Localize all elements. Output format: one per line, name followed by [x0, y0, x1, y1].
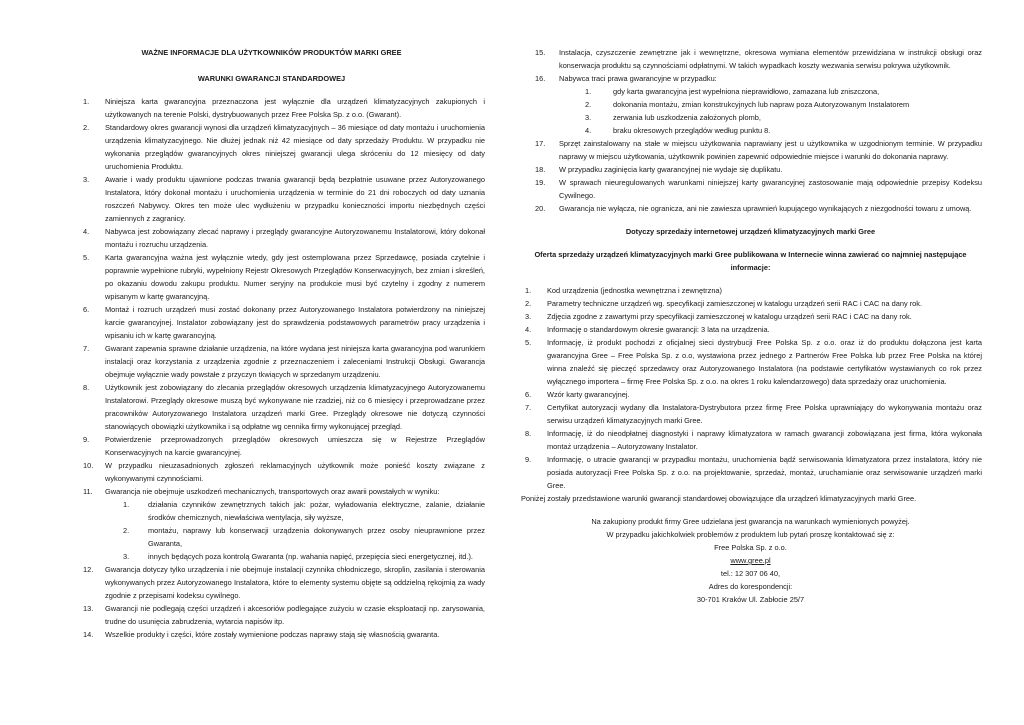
footer-contact-line: W przypadku jakichkolwiek problemów z produktem lub pytań proszę kontaktować się z:	[606, 530, 895, 539]
list-item-number: 20.	[535, 204, 546, 213]
list-item-text: działania czynników zewnętrznych takich jak: pożar, wyładowania elektryczne, zalanie, działanie środków chemicznych, niewłaściwa wentylacja, siły wyższe,	[148, 500, 485, 522]
list-item	[519, 163, 982, 176]
list-item-number: 18.	[535, 165, 546, 174]
list-item-text: gdy karta gwarancyjna jest wypełniona nieprawidłowo, zamazana lub zniszczona,	[613, 87, 880, 96]
list-item	[58, 173, 485, 225]
list-item-number: 1.	[83, 97, 90, 106]
contact-footer	[519, 515, 982, 606]
address-line: 30-701 Kraków Ul. Zabłocie 25/7	[696, 595, 805, 604]
list-item-text: Wszelkie produkty i części, które zostały wymienione podczas naprawy stają się własnością gwaranta.	[105, 630, 440, 639]
list-item	[58, 550, 485, 563]
right-column	[519, 46, 982, 606]
list-item	[519, 137, 982, 163]
list-item	[58, 433, 485, 459]
list-item-number: 5.	[83, 253, 90, 262]
internet-offer-subheading: Oferta sprzedaży urządzeń klimatyzacyjnych marki Gree publikowana w Internecie winna zawierać co najmniej następujące informacje:	[534, 250, 967, 272]
list-item-text: Informację, iż produkt pochodzi z oficjalnej sieci dystrybucji Free Polska Sp. z o.o. oraz iż do produktu dołączona jest karta gwarancyjna Gree – Free Polska Sp. z o.o, wystawiona przez jednego z Partnerów Free Polska lub przez Free Polska na której winna znaleźć się pieczęć sprzedawcy oraz Autoryzowanego Instalatora (na podstawie certyfikatów wystawianych co rok przez wyłącznego importera – firmę Free Polska Sp. z o.o. na okres 1 roku kalendarzowego) data sprzedaży oraz uruchomienia.	[547, 338, 982, 386]
list-item-number: 11.	[83, 487, 93, 496]
list-item	[58, 121, 485, 173]
list-item-text: Informację, o utracie gwarancji w przypadku montażu, uruchomienia bądź serwisowania klimatyzatora przez instalatora, który nie posiada autoryzacji Free Polska Sp. z o.o. na projektowanie, sprzedaż, montaż, uruchamianie oraz serwisowanie urządzeń marki Gree.	[547, 455, 982, 490]
list-item-number: 3.	[585, 113, 592, 122]
list-item-text: Parametry techniczne urządzeń wg. specyfikacji zamieszczonej w katalogu urządzeń serii RAC i CAC na dany rok.	[547, 299, 923, 308]
list-item-number: 1.	[123, 500, 130, 509]
list-item-text: Informację, iż do nieodpłatnej diagnostyki i naprawy klimatyzatora w ramach gwarancji zobowiązana jest firma, która wykonała montaż urządzenia – Autoryzowany Instalator.	[547, 429, 982, 451]
list-item-number: 2.	[585, 100, 592, 109]
list-item	[519, 388, 982, 401]
list-item	[519, 310, 982, 323]
internet-offer-requirements-list	[519, 284, 982, 492]
list-item-text: Sprzęt zainstalowany na stałe w miejscu użytkowania naprawiany jest u użytkownika w uzgodnionym terminie. W przypadku naprawy w miejscu użytkowania, użytkownik powinien zapewnić odpowiednie miejsce i warunki do dokonania naprawy.	[559, 139, 982, 161]
list-item-text: montażu, naprawy lub konserwacji urządzenia dokonywanych przez osoby nieuprawnione przez Gwaranta,	[148, 526, 485, 548]
list-item-text: Gwarancja dotyczy tylko urządzenia i nie obejmuje instalacji czynnika chłodniczego, skroplin, zasilania i sterowania wykonywanych przez Autoryzowanego Instalatora, które to elementy systemu objęte są oddzielną rękojmią za wady zgodnie z przepisami kodeksu cywilnego.	[105, 565, 485, 600]
list-item-number: 6.	[525, 390, 532, 399]
list-item-number: 2.	[83, 123, 90, 132]
list-item	[519, 72, 982, 85]
list-item-number: 5.	[525, 338, 532, 347]
list-item-number: 13.	[83, 604, 94, 613]
list-item	[58, 602, 485, 628]
list-item-number: 17.	[535, 139, 546, 148]
list-item-number: 9.	[525, 455, 532, 464]
list-item	[519, 202, 982, 215]
list-item	[519, 176, 982, 202]
list-item	[58, 563, 485, 602]
list-item-number: 4.	[83, 227, 90, 236]
list-item-text: Informację o standardowym okresie gwarancji: 3 lata na urządzenia.	[547, 325, 770, 334]
list-item	[58, 251, 485, 303]
list-item-text: Standardowy okres gwarancji wynosi dla urządzeń klimatyzacyjnych – 36 miesiące od daty montażu i uruchomienia urządzenia klimatyzacyjnego. Nie dłużej jednak niż 42 miesiące od daty sprzedaży Produktu. W przypadku nie wykonania przeglądów gwarancyjnych okres niniejszej gwarancji ulega skróceniu do 12 miesięcy od daty uruchomienia Produktu.	[105, 123, 485, 171]
list-item	[58, 303, 485, 342]
list-item-text: Gwarant zapewnia sprawne działanie urządzenia, na które wydana jest niniejsza karta gwarancyjna pod warunkiem instalacji oraz korzystania z urządzenia zgodnie z przeznaczeniem i zaleceniami Instrukcji Obsługi. Gwarancja obejmuje wyłącznie wady powstałe z przyczyn tkwiących w sprzedanym urządzeniu.	[105, 344, 485, 379]
sub-list	[519, 85, 982, 137]
list-item	[519, 427, 982, 453]
warranty-terms-list-items-1-14	[58, 95, 485, 641]
list-item-number: 2.	[525, 299, 532, 308]
list-item-number: 4.	[525, 325, 532, 334]
list-item	[519, 124, 982, 137]
list-item	[58, 459, 485, 485]
list-item-text: Wzór karty gwarancyjnej.	[547, 390, 630, 399]
list-item-number: 3.	[525, 312, 532, 321]
list-item-number: 8.	[83, 383, 90, 392]
list-item-number: 9.	[83, 435, 90, 444]
list-item-text: Gwarancji nie podlegają części urządzeń i akcesoriów podlegające zużyciu w czasie eksploatacji np. zarysowania, trudne do usunięcia zabrudzenia, wytarcia napisów itp.	[105, 604, 485, 626]
list-item-number: 19.	[535, 178, 546, 187]
list-item-text: Montaż i rozruch urządzeń musi zostać dokonany przez Autoryzowanego Instalatora potwierdzony na niniejszej karcie gwarancyjnej. Instalator zobowiązany jest do sprawdzenia podstawowych parametrów pracy urządzenia i wpisaniu ich w kartę gwarancyjną.	[105, 305, 485, 340]
list-item-number: 10.	[83, 461, 94, 470]
list-item	[519, 297, 982, 310]
list-item	[58, 225, 485, 251]
list-item-text: dokonania montażu, zmian konstrukcyjnych lub napraw poza Autoryzowanym Instalatorem	[613, 100, 910, 109]
website-line	[519, 554, 982, 567]
document-subtitle: WARUNKI GWARANCJI STANDARDOWEJ	[197, 74, 346, 83]
list-item-text: W sprawach nieuregulowanych warunkami niniejszej karty gwarancyjnej zastosowanie mają odpowiednie przepisy Kodeksu Cywilnego.	[559, 178, 982, 200]
list-item	[58, 95, 485, 121]
list-item-text: Zdjęcia zgodne z zawartymi przy specyfikacji zamieszczonej w katalogu urządzeń serii RAC i CAC na dany rok.	[547, 312, 912, 321]
list-item	[58, 381, 485, 433]
list-item-number: 2.	[123, 526, 130, 535]
list-item	[519, 284, 982, 297]
list-item	[519, 336, 982, 388]
list-item	[58, 342, 485, 381]
list-item-number: 12.	[83, 565, 94, 574]
list-item-number: 4.	[585, 126, 592, 135]
company-name: Free Polska Sp. z o.o.	[714, 543, 787, 552]
website-link[interactable]: www.gree.pl	[730, 556, 771, 565]
list-item	[519, 46, 982, 72]
internet-sales-heading: Dotyczy sprzedaży internetowej urządzeń klimatyzacyjnych marki Gree	[625, 227, 876, 236]
list-item	[519, 85, 982, 98]
list-item	[58, 628, 485, 641]
list-item-number: 7.	[525, 403, 532, 412]
list-item-number: 16.	[535, 74, 546, 83]
sub-list	[58, 498, 485, 563]
list-item-number: 1.	[585, 87, 592, 96]
list-item-text: W przypadku zaginięcia karty gwarancyjnej nie wydaje się duplikatu.	[559, 165, 783, 174]
list-item	[519, 323, 982, 336]
address-label: Adres do korespondencji:	[708, 582, 793, 591]
list-item-text: W przypadku nieuzasadnionych zgłoszeń reklamacyjnych użytkownik może ponieść koszty związane z wykonywanymi czynnościami.	[105, 461, 485, 483]
list-item-text: zerwania lub uszkodzenia założonych plomb,	[613, 113, 761, 122]
list-item-text: innych będących poza kontrolą Gwaranta (np. wahania napięć, przepięcia sieci energetycznej, itd.).	[148, 552, 473, 561]
list-item-number: 14.	[83, 630, 94, 639]
list-item-text: Karta gwarancyjna ważna jest wyłącznie wtedy, gdy jest ostemplowana przez Sprzedawcę, posiada czytelnie i poprawnie wypełnione rubryki, wypełniony Rejestr Okresowych Przeglądów Konserwacyjnych, bez zmian i skreśleń, po okazaniu dowodu zakupu produktu. Numer seryjny na produkcie musi być czytelny i zgodny z numerem wpisanym w kartę gwarancyjną.	[105, 253, 485, 301]
list-item-number: 15.	[535, 48, 546, 57]
list-item	[519, 453, 982, 492]
list-item-number: 6.	[83, 305, 90, 314]
warranty-terms-list-items-15-20	[519, 46, 982, 215]
list-item-text: Awarie i wady produktu ujawnione podczas trwania gwarancji będą bezpłatnie usuwane przez Autoryzowanego Instalatora, który dokonał montażu i uruchomienia urządzenia w terminie do 21 dni roboczych od daty uznania roszczeń Nabywcy. Okres ten może ulec wydłużeniu w przypadku konieczności importu niezbędnych części zamiennych z zagranicy.	[105, 175, 485, 223]
list-item-number: 7.	[83, 344, 90, 353]
list-item-text: Niniejsza karta gwarancyjna przeznaczona jest wyłącznie dla urządzeń klimatyzacyjnych zakupionych i użytkowanych na terenie Polski, dystrybuowanych przez Free Polska Sp. z o.o. (Gwarant).	[105, 97, 485, 119]
list-item-text: Certyfikat autoryzacji wydany dla Instalatora-Dystrybutora przez firmę Free Polska uprawniający do wykonywania montażu oraz serwisu urządzeń klimatyzacyjnych marki Gree.	[547, 403, 982, 425]
list-item-text: Potwierdzenie przeprowadzonych przeglądów okresowych umieszcza się w Rejestrze Przeglądów Konserwacyjnych na karcie gwarancyjnej.	[105, 435, 485, 457]
left-column	[58, 46, 485, 641]
list-item	[58, 485, 485, 498]
footer-guarantee-line: Na zakupiony produkt firmy Gree udzielana jest gwarancja na warunkach wymienionych powyżej.	[591, 517, 910, 526]
list-item-number: 8.	[525, 429, 532, 438]
closing-note: Poniżej zostały przedstawione warunki gwarancji standardowej obowiązujące dla urządzeń klimatyzacyjnych marki Gree.	[521, 494, 917, 503]
list-item	[519, 111, 982, 124]
list-item	[58, 498, 485, 524]
list-item-text: Instalacja, czyszczenie zewnętrzne jak i wewnętrzne, okresowa wymiana elementów przewidziana w instrukcji obsługi oraz konserwacja produktu są czynnościami odpłatnymi. W takich wypadkach koszty wezwania serwisu pokrywa użytkownik.	[559, 48, 982, 70]
list-item-text: Nabywca jest zobowiązany zlecać naprawy i przeglądy gwarancyjne Autoryzowanemu Instalatorowi, który dokonał montażu i rozruchu urządzenia.	[105, 227, 485, 249]
list-item-text: Użytkownik jest zobowiązany do zlecania przeglądów okresowych urządzenia klimatyzacyjnego Autoryzowanemu Instalatorowi. Przeglądy okresowe muszą być wykonywane nie rzadziej, niż co 6 miesięcy i przeprowadzane przez pracowników Autoryzowanego Instalatora urządzeń marki Gree. Przeglądy okresowe nie dotyczą czynności stanowiących obowiązki użytkownika i są odpłatne wg cennika firmy wykonującej przegląd.	[105, 383, 485, 431]
list-item-text: Kod urządzenia (jednostka wewnętrzna i zewnętrzna)	[547, 286, 723, 295]
list-item-text: Gwarancja nie wyłącza, nie ogranicza, ani nie zawiesza uprawnień kupującego wynikających z niezgodności towaru z umową.	[559, 204, 972, 213]
list-item	[58, 524, 485, 550]
list-item-text: Gwarancja nie obejmuje uszkodzeń mechanicznych, transportowych oraz awarii powstałych w wyniku:	[105, 487, 440, 496]
phone-line: tel.: 12 307 06 40,	[720, 569, 781, 578]
list-item-number: 1.	[525, 286, 532, 295]
list-item	[519, 98, 982, 111]
list-item	[519, 401, 982, 427]
list-item-text: Nabywca traci prawa gwarancyjne w przypadku:	[559, 74, 717, 83]
list-item-number: 3.	[83, 175, 90, 184]
document-title: WAŻNE INFORMACJE DLA UŻYTKOWNIKÓW PRODUKTÓW MARKI GREE	[141, 48, 402, 57]
list-item-number: 3.	[123, 552, 130, 561]
list-item-text: braku okresowych przeglądów według punktu 8.	[613, 126, 771, 135]
